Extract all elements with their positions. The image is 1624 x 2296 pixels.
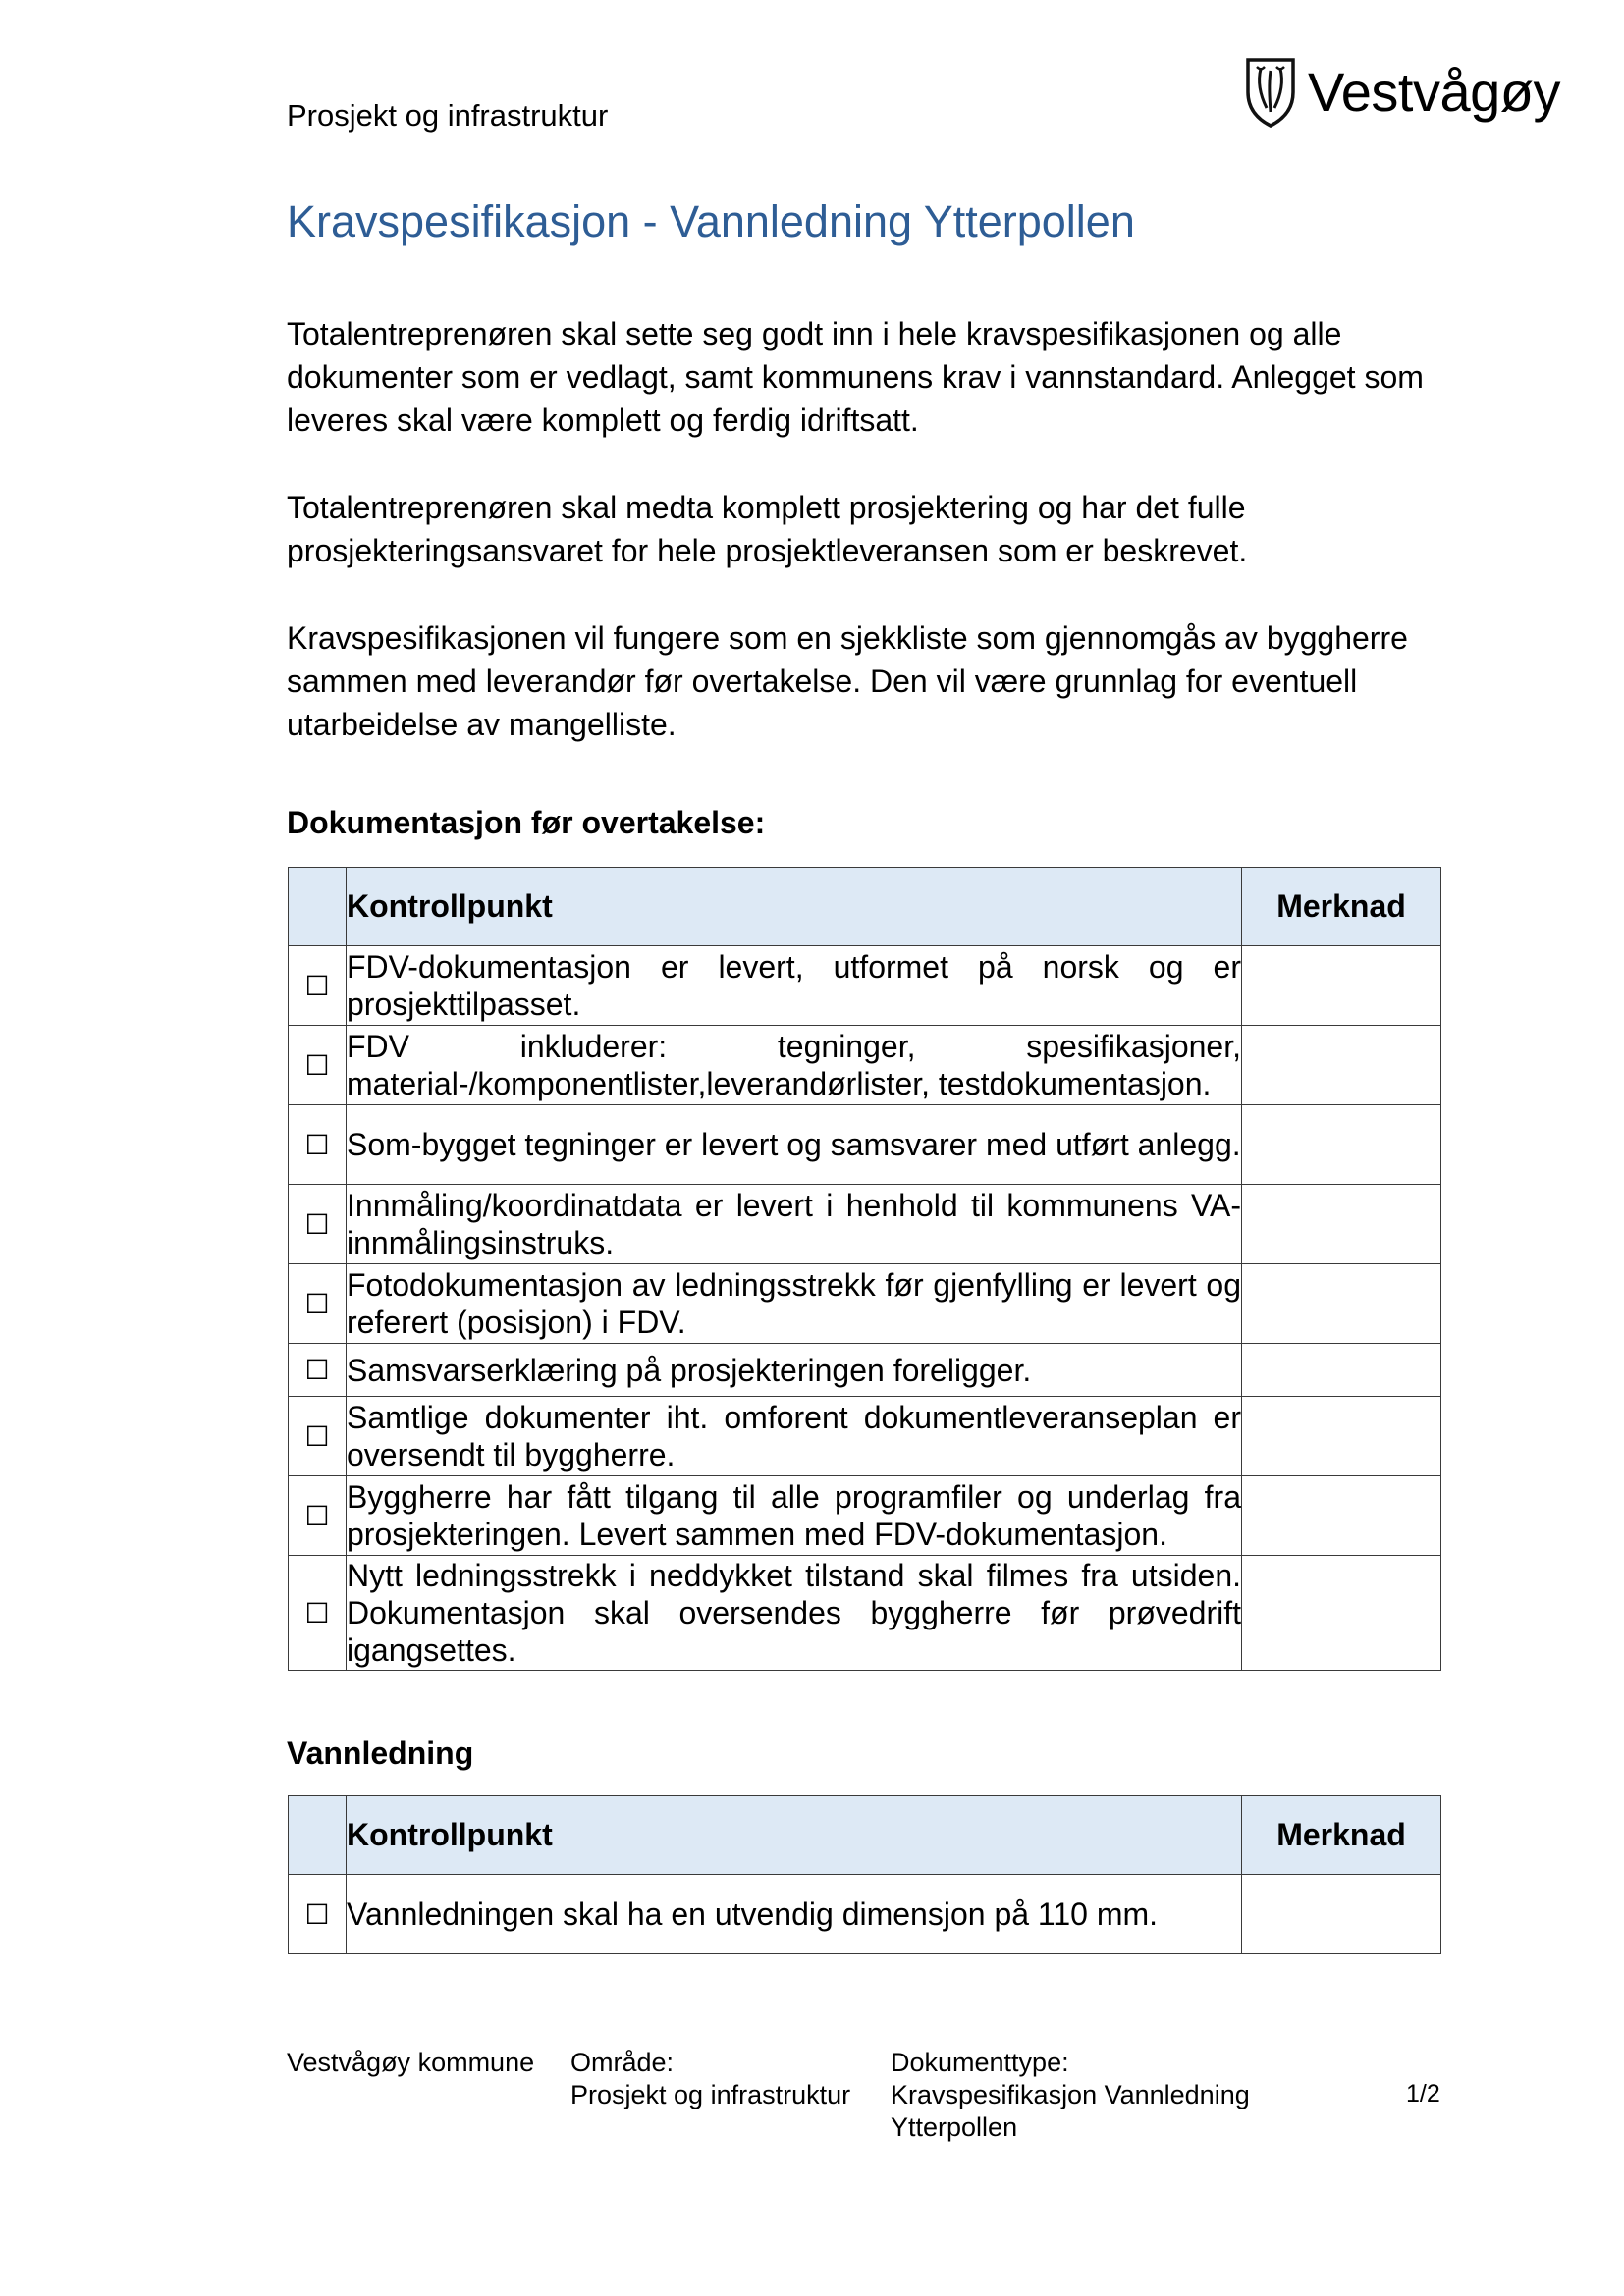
control-point-text: Nytt ledningsstrekk i neddykket tilstand skal filmes fra utsiden. Dokumentasjon skal oversendes byggherre før prøvedrift igangsettes. <box>347 1556 1242 1671</box>
intro-paragraph-3: Kravspesifikasjonen vil fungere som en sjekkliste som gjennomgås av byggherre sammen med leverandør før overtakelse. Den vil være grunnlag for eventuell utarbeidelse av mangelliste. <box>287 620 1408 742</box>
footer-organization <box>287 2047 534 2079</box>
column-header-kontrollpunkt: Kontrollpunkt <box>347 1796 1242 1875</box>
municipality-logo <box>1245 57 1560 128</box>
table-header-row <box>289 868 1441 946</box>
remark-cell[interactable] <box>1242 1105 1441 1185</box>
remark-cell[interactable] <box>1242 946 1441 1026</box>
footer-area-label: Område: <box>570 2048 675 2077</box>
checkbox-column-header <box>289 1796 347 1875</box>
document-title: Kravspesifikasjon - Vannledning Ytterpollen <box>287 196 1135 246</box>
checkbox[interactable]: ☐ <box>289 1476 347 1556</box>
table-row <box>289 1397 1441 1476</box>
table-row <box>289 1185 1441 1264</box>
checkbox[interactable]: ☐ <box>289 1264 347 1344</box>
coat-of-arms-icon <box>1245 57 1296 128</box>
documentation-checklist-table <box>288 867 1441 1671</box>
checkbox[interactable]: ☐ <box>289 1556 347 1671</box>
checkbox[interactable]: ☐ <box>289 1185 347 1264</box>
footer-org-name: Vestvågøy kommune <box>287 2048 535 2077</box>
footer-doctype-value: Kravspesifikasjon Vannledning Ytterpollen <box>891 2080 1250 2142</box>
logo-wordmark: Vestvågøy <box>1308 61 1560 123</box>
remark-cell[interactable] <box>1242 1476 1441 1556</box>
footer-area <box>570 2047 850 2111</box>
header-department: Prosjekt og infrastruktur <box>287 98 609 133</box>
control-point-text: Byggherre har fått tilgang til alle programfiler og underlag fra prosjekteringen. Levert sammen med FDV-dokumentasjon. <box>347 1476 1242 1556</box>
remark-cell[interactable] <box>1242 1397 1441 1476</box>
table-row <box>289 1476 1441 1556</box>
control-point-text: Vannledningen skal ha en utvendig dimensjon på 110 mm. <box>347 1875 1242 1954</box>
section-heading-vannledning: Vannledning <box>287 1735 474 1771</box>
intro-paragraph-1: Totalentreprenøren skal sette seg godt inn i hele kravspesifikasjonen og alle dokumenter som er vedlagt, samt kommunens krav i vannstandard. Anlegget som leveres skal være komplett og ferdig idriftsatt. <box>287 316 1424 438</box>
remark-cell[interactable] <box>1242 1026 1441 1105</box>
footer-area-value: Prosjekt og infrastruktur <box>570 2080 851 2109</box>
remark-cell[interactable] <box>1242 1185 1441 1264</box>
checkbox[interactable]: ☐ <box>289 1026 347 1105</box>
checkbox[interactable]: ☐ <box>289 1105 347 1185</box>
column-header-merknad: Merknad <box>1242 868 1441 946</box>
column-header-kontrollpunkt: Kontrollpunkt <box>347 868 1242 946</box>
control-point-text: Fotodokumentasjon av ledningsstrekk før gjenfylling er levert og referert (posisjon) i FDV. <box>347 1264 1242 1344</box>
remark-cell[interactable] <box>1242 1556 1441 1671</box>
table-row <box>289 946 1441 1026</box>
table-row <box>289 1026 1441 1105</box>
checkbox[interactable]: ☐ <box>289 1397 347 1476</box>
checkbox[interactable]: ☐ <box>289 1344 347 1397</box>
vannledning-checklist-table <box>288 1795 1441 1954</box>
table-row <box>289 1875 1441 1954</box>
footer-page-number: 1/2 <box>1406 2080 1440 2108</box>
control-point-text: FDV-dokumentasjon er levert, utformet på norsk og er prosjekttilpasset. <box>347 946 1242 1026</box>
control-point-text: FDV inkluderer: tegninger, spesifikasjoner, material-/komponentlister,leverandørlister, testdokumentasjon. <box>347 1026 1242 1105</box>
footer-doctype <box>891 2047 1283 2144</box>
remark-cell[interactable] <box>1242 1875 1441 1954</box>
remark-cell[interactable] <box>1242 1344 1441 1397</box>
table-row <box>289 1105 1441 1185</box>
table-row <box>289 1556 1441 1671</box>
control-point-text: Samsvarserklæring på prosjekteringen foreligger. <box>347 1344 1242 1397</box>
intro-paragraph-2: Totalentreprenøren skal medta komplett prosjektering og har det fulle prosjekteringsansvaret for hele prosjektleveransen som er beskrevet. <box>287 490 1248 568</box>
checkbox[interactable]: ☐ <box>289 946 347 1026</box>
control-point-text: Som-bygget tegninger er levert og samsvarer med utført anlegg. <box>347 1105 1242 1185</box>
control-point-text: Samtlige dokumenter iht. omforent dokumentleveranseplan er oversendt til byggherre. <box>347 1397 1242 1476</box>
control-point-text: Innmåling/koordinatdata er levert i henhold til kommunens VA-innmålingsinstruks. <box>347 1185 1242 1264</box>
checkbox-column-header <box>289 868 347 946</box>
table-row <box>289 1344 1441 1397</box>
column-header-merknad: Merknad <box>1242 1796 1441 1875</box>
checkbox[interactable]: ☐ <box>289 1875 347 1954</box>
section-heading-documentation: Dokumentasjon før overtakelse: <box>287 805 766 840</box>
table-row <box>289 1264 1441 1344</box>
footer-doctype-label: Dokumenttype: <box>891 2048 1069 2077</box>
table-header-row <box>289 1796 1441 1875</box>
remark-cell[interactable] <box>1242 1264 1441 1344</box>
